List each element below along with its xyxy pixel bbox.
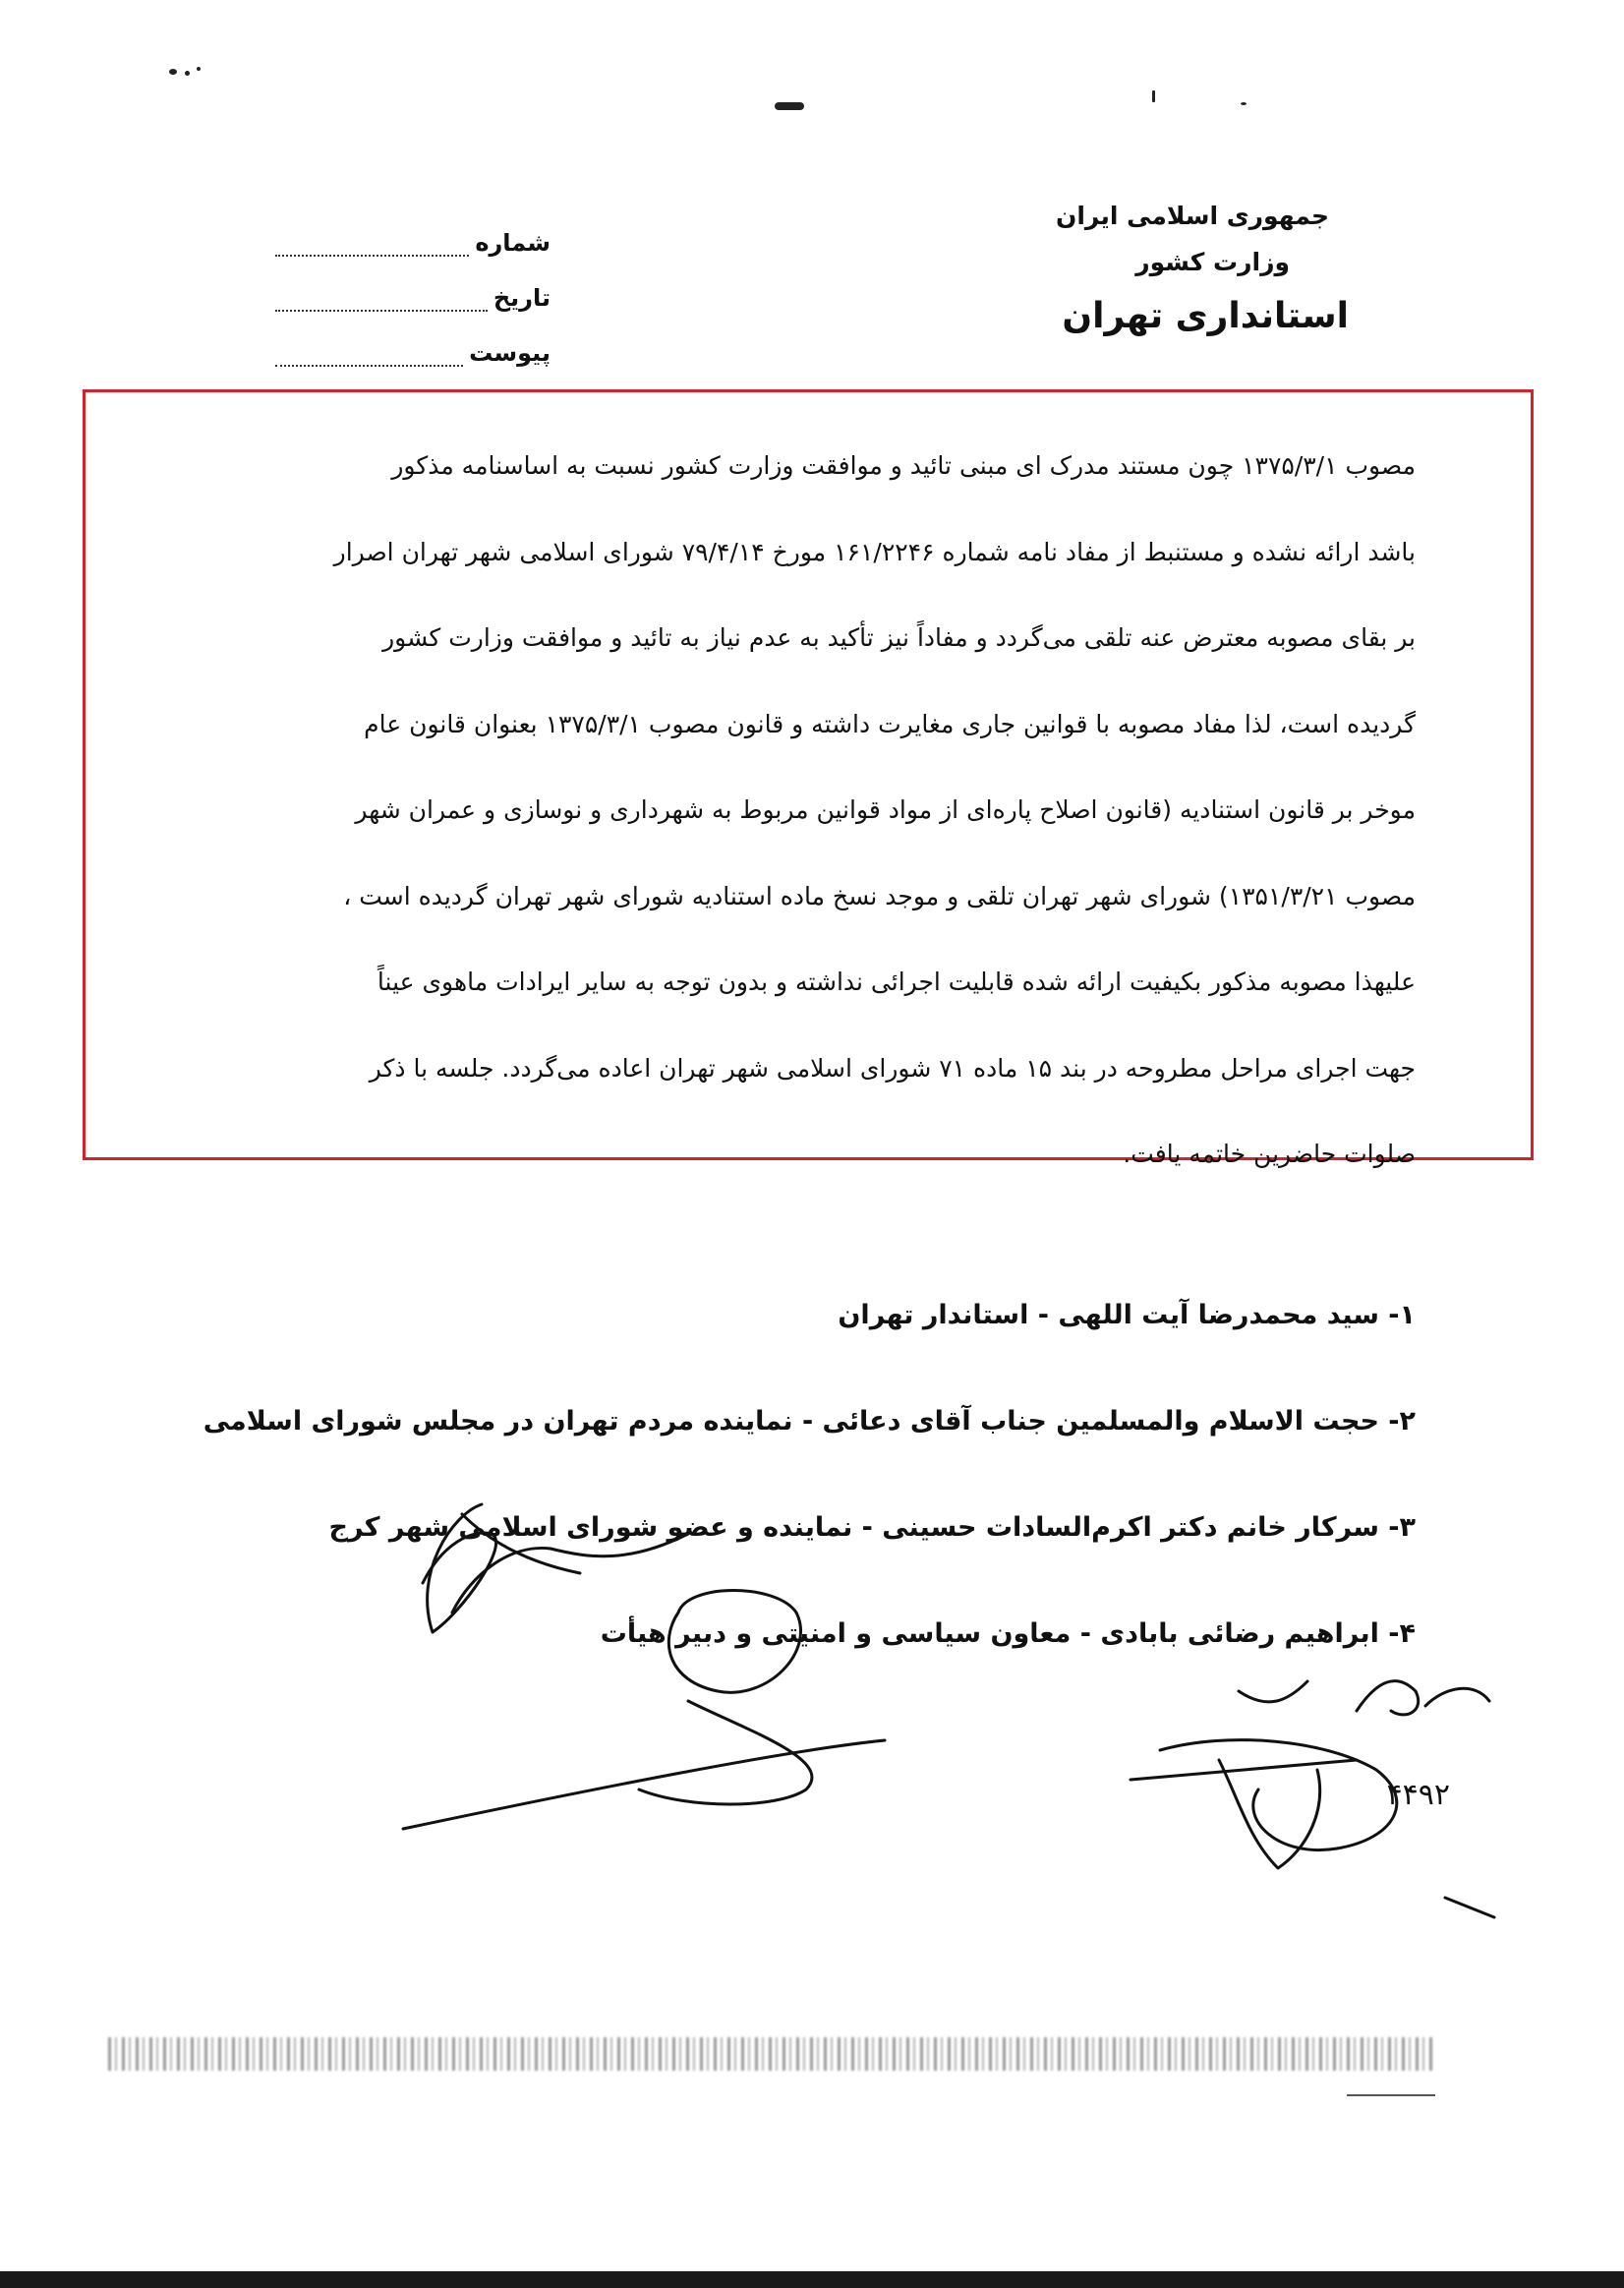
signature-mark bbox=[1445, 1898, 1494, 1917]
scan-speck bbox=[775, 102, 804, 110]
signatory-item: ۳- سرکار خانم دکتر اکرم‌السادات حسینی - نماینده و عضو شورای اسلامی شهر کرج bbox=[328, 1512, 1416, 1543]
scan-rule bbox=[1347, 2094, 1435, 2096]
body-line: صلوات حاضرین خاتمه یافت. bbox=[1123, 1140, 1416, 1168]
date-label: تاریخ bbox=[493, 284, 551, 312]
number-field bbox=[275, 202, 551, 257]
signature-mark bbox=[1131, 1760, 1357, 1780]
scan-speck bbox=[185, 71, 190, 76]
scan-edge bbox=[0, 2271, 1624, 2288]
body-line: جهت اجرای مراحل مطروحه در بند ۱۵ ماده ۷۱ شورای اسلامی شهر تهران اعاده می‌گردد. جلسه با ذکر bbox=[369, 1053, 1416, 1083]
body-line: علیهذا مصوبه مذکور بکیفیت ارائه شده قابلیت اجرائی نداشته و بدون توجه به سایر ایرادات ماهوی عیناً bbox=[377, 968, 1416, 996]
letterhead-republic: جمهوری اسلامی ایران bbox=[1056, 202, 1329, 230]
signature-mark bbox=[1219, 1760, 1320, 1868]
scan-speck bbox=[1152, 90, 1155, 102]
letterhead-ministry: وزارت کشور bbox=[1135, 248, 1290, 276]
handwritten-number: ۴۴۹۲ bbox=[1386, 1778, 1450, 1812]
attachment-dotted-line bbox=[275, 351, 463, 367]
attachment-label: پیوست bbox=[469, 339, 551, 367]
date-field bbox=[275, 257, 551, 312]
letterhead-office: استانداری تهران bbox=[1062, 296, 1349, 336]
signature-mark bbox=[1425, 1688, 1489, 1706]
body-paragraph bbox=[187, 423, 1416, 1198]
body-line: موخر بر قانون استنادیه (قانون اصلاح پاره‌ای از مواد قوانین مربوط به شهرداری و نوسازی و عمران شهر bbox=[355, 795, 1416, 824]
signature-mark bbox=[403, 1740, 885, 1829]
body-line: مصوب ۱۳۵۱/۳/۲۱) شورای شهر تهران تلقی و موجد نسخ ماده استنادیه شورای شهر تهران گردیده است ، bbox=[343, 881, 1416, 910]
attachment-field bbox=[275, 312, 551, 367]
body-line: مصوب ۱۳۷۵/۳/۱ چون مستند مدرک ای مبنی تائید و موافقت وزارت کشور نسبت به اساسنامه مذکور bbox=[391, 451, 1416, 480]
letterhead bbox=[1015, 202, 1349, 336]
scan-speck bbox=[169, 69, 177, 75]
signatory-item: ۲- حجت الاسلام والمسلمین جناب آقای دعائی - نماینده مردم تهران در مجلس شورای اسلامی bbox=[203, 1406, 1416, 1437]
scan-speck bbox=[197, 67, 201, 71]
scan-speck bbox=[1241, 102, 1247, 105]
signatory-list bbox=[203, 1300, 1416, 1725]
signature-mark bbox=[1160, 1740, 1397, 1850]
number-dotted-line bbox=[275, 241, 469, 257]
signatory-item: ۱- سید محمدرضا آیت اللهی - استاندار تهران bbox=[838, 1300, 1416, 1330]
date-dotted-line bbox=[275, 296, 488, 312]
number-label: شماره bbox=[475, 229, 551, 257]
letter-meta bbox=[275, 202, 551, 367]
body-line: گردیده است، لذا مفاد مصوبه با قوانین جاری مغایرت داشته و قانون مصوب ۱۳۷۵/۳/۱ بعنوان قانون عام bbox=[364, 709, 1416, 738]
faded-stamp-line bbox=[108, 2037, 1435, 2071]
signatory-item: ۴- ابراهیم رضائی بابادی - معاون سیاسی و امنیتی و دبیر هیأت bbox=[600, 1618, 1416, 1649]
body-line: باشد ارائه نشده و مستنبط از مفاد نامه شماره ۱۶۱/۲۲۴۶ مورخ ۷۹/۴/۱۴ شورای اسلامی شهر تهران اصرار bbox=[333, 537, 1416, 566]
body-line: بر بقای مصوبه معترض عنه تلقی می‌گردد و مفاداً نیز تأکید به عدم نیاز به تائید و موافقت وزارت کشور bbox=[382, 623, 1416, 652]
